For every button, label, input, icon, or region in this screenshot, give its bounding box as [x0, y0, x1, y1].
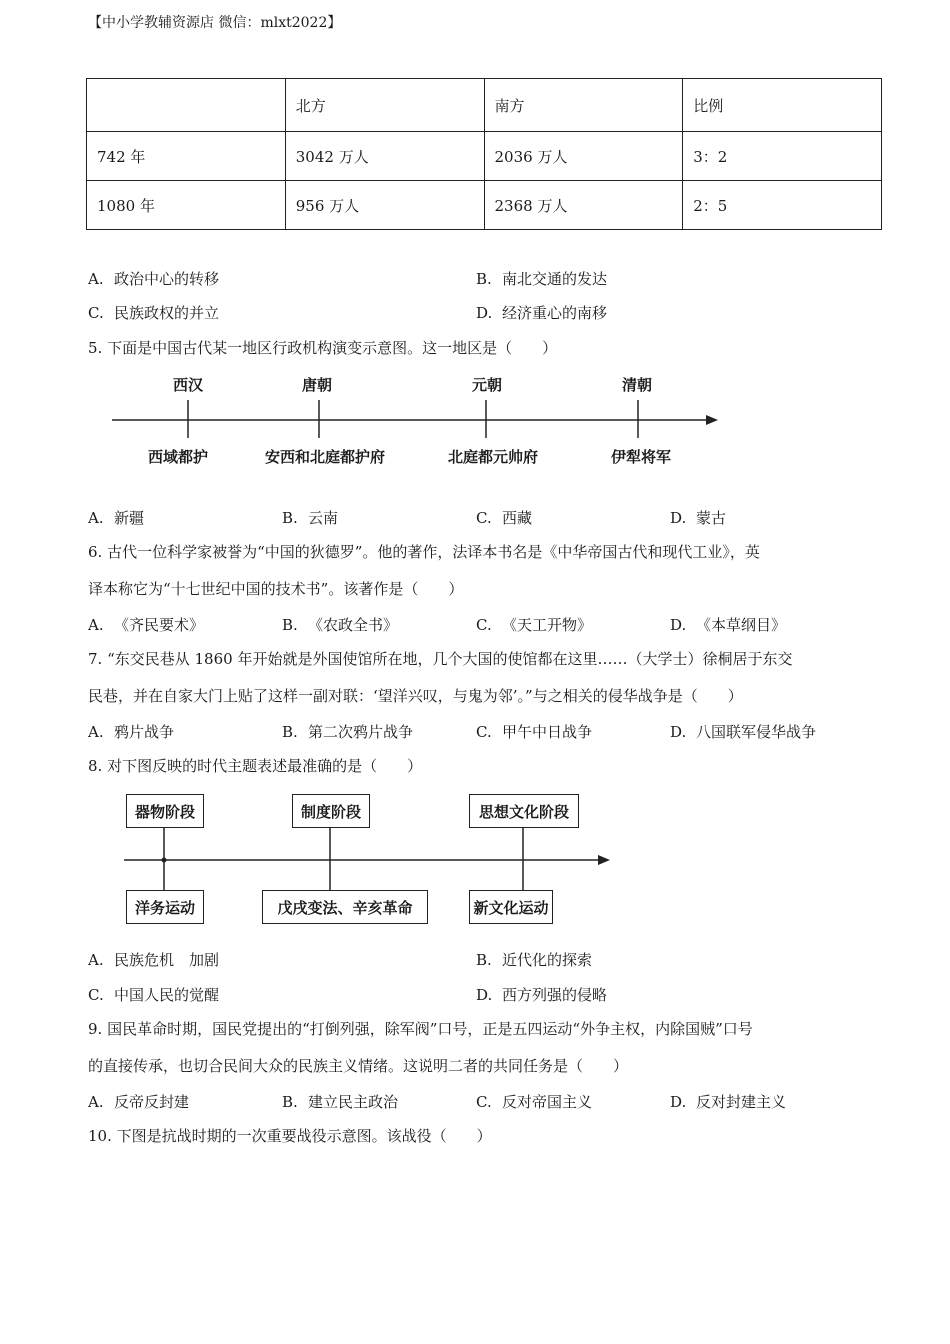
- q6-option-a[interactable]: [88, 614, 204, 635]
- diagram-node: [162, 858, 167, 863]
- stage-box-institutions: 制度阶段: [292, 794, 370, 828]
- q4-option-d[interactable]: [476, 302, 607, 323]
- option-text: 新疆: [114, 509, 145, 527]
- table-header-row: [87, 79, 882, 132]
- option-text: 《农政全书》: [308, 616, 399, 634]
- event-box-new-culture: 新文化运动: [469, 890, 553, 924]
- timeline-era-label: 清朝: [622, 376, 653, 394]
- option-letter: C.: [88, 986, 104, 1004]
- table-header-cell: 南方: [484, 79, 683, 132]
- q9-stem-line2: 的直接传承，也切合民间大众的民族主义情绪。这说明二者的共同任务是（ ）: [88, 1057, 629, 1075]
- q10-stem: 10. 下图是抗战时期的一次重要战役示意图。该战役（ ）: [88, 1127, 492, 1145]
- diagram-arrow-icon: [598, 855, 610, 865]
- option-letter: A.: [88, 270, 104, 288]
- option-letter: C.: [476, 1093, 492, 1111]
- option-text: 反帝反封建: [114, 1093, 190, 1111]
- option-letter: B.: [282, 616, 298, 634]
- q7-option-b[interactable]: [282, 721, 413, 742]
- option-text: 民族危机 加剧: [114, 951, 220, 969]
- timeline-era-label: 西汉: [173, 376, 204, 394]
- option-letter: C.: [476, 616, 492, 634]
- stage-box-objects: 器物阶段: [126, 794, 204, 828]
- q4-option-c[interactable]: [88, 302, 219, 323]
- option-text: 西方列强的侵略: [502, 986, 608, 1004]
- option-text: 《天工开物》: [502, 616, 593, 634]
- q5-option-c[interactable]: [476, 507, 532, 528]
- q7-stem-line2: 民巷，并在自家大门上贴了这样一副对联：‘望洋兴叹，与鬼为邻’。”与之相关的侵华战争是（ ）: [88, 687, 743, 705]
- option-text: 近代化的探索: [502, 951, 593, 969]
- option-letter: D.: [670, 616, 687, 634]
- q7-option-d[interactable]: [670, 721, 816, 742]
- option-text: 西藏: [502, 509, 533, 527]
- timeline-institution-label: 安西和北庭都护府: [265, 448, 386, 466]
- option-letter: A.: [88, 723, 104, 741]
- q7-option-a[interactable]: [88, 721, 174, 742]
- q6-option-c[interactable]: [476, 614, 592, 635]
- option-letter: A.: [88, 951, 104, 969]
- option-letter: B.: [282, 509, 298, 527]
- option-letter: D.: [670, 1093, 687, 1111]
- table-cell: 2036 万人: [484, 132, 683, 181]
- option-text: 中国人民的觉醒: [114, 986, 220, 1004]
- event-box-westernization: 洋务运动: [126, 890, 204, 924]
- q7-stem-line1: 7. “东交民巷从 1860 年开始就是外国使馆所在地，几个大国的使馆都在这里……（大学士）徐桐居于东交: [88, 650, 793, 668]
- q9-option-a[interactable]: [88, 1091, 189, 1112]
- option-text: 甲午中日战争: [502, 723, 593, 741]
- table-cell: 2368 万人: [484, 181, 683, 230]
- table-cell: 742 年: [87, 132, 286, 181]
- population-table: [86, 78, 882, 230]
- option-letter: B.: [476, 951, 492, 969]
- q5-stem: 5. 下面是中国古代某一地区行政机构演变示意图。这一地区是（ ）: [88, 339, 558, 357]
- option-letter: D.: [476, 986, 493, 1004]
- option-text: 八国联军侵华战争: [696, 723, 817, 741]
- option-text: 建立民主政治: [308, 1093, 399, 1111]
- table-cell: 1080 年: [87, 181, 286, 230]
- q8-option-d[interactable]: [476, 984, 607, 1005]
- table-row: [87, 132, 882, 181]
- timeline-era-label: 唐朝: [302, 376, 333, 394]
- timeline-institution-label: 伊犁将军: [611, 448, 672, 466]
- table-header-cell: 比例: [683, 79, 882, 132]
- q6-option-b[interactable]: [282, 614, 398, 635]
- option-text: 反对封建主义: [696, 1093, 787, 1111]
- option-text: 蒙古: [696, 509, 727, 527]
- option-text: 民族政权的并立: [114, 304, 220, 322]
- option-text: 第二次鸦片战争: [308, 723, 414, 741]
- option-text: 反对帝国主义: [502, 1093, 593, 1111]
- q6-stem-line2: 译本称它为“十七世纪中国的技术书”。该著作是（ ）: [88, 580, 464, 598]
- q5-option-a[interactable]: [88, 507, 144, 528]
- stage-box-culture: 思想文化阶段: [469, 794, 579, 828]
- option-text: 南北交通的发达: [502, 270, 608, 288]
- timeline-institution-label: 西域都护: [148, 448, 209, 466]
- table-cell: 3：2: [683, 132, 882, 181]
- timeline-institution-label: 北庭都元帅府: [448, 448, 539, 466]
- q8-stem: 8. 对下图反映的时代主题表述最准确的是（ ）: [88, 757, 423, 775]
- q4-option-a[interactable]: [88, 268, 219, 289]
- option-letter: D.: [670, 723, 687, 741]
- q9-stem-line1: 9. 国民革命时期，国民党提出的“打倒列强，除军阀”口号，正是五四运动“外争主权，内除国贼”口号: [88, 1020, 753, 1038]
- q4-option-b[interactable]: [476, 268, 607, 289]
- option-letter: B.: [282, 723, 298, 741]
- option-text: 经济重心的南移: [502, 304, 608, 322]
- table-header-cell: [87, 79, 286, 132]
- q9-option-c[interactable]: [476, 1091, 592, 1112]
- event-box-reform-revolution: 戊戌变法、辛亥革命: [262, 890, 428, 924]
- table-cell: 2：5: [683, 181, 882, 230]
- q8-option-b[interactable]: [476, 949, 592, 970]
- table-header-cell: 北方: [285, 79, 484, 132]
- table-cell: 3042 万人: [285, 132, 484, 181]
- timeline-era-label: 元朝: [472, 376, 503, 394]
- q8-option-a[interactable]: [88, 949, 219, 970]
- page-header: 【中小学教辅资源店 微信：mlxt2022】: [88, 15, 342, 31]
- q9-option-b[interactable]: [282, 1091, 398, 1112]
- table-cell: 956 万人: [285, 181, 484, 230]
- option-letter: C.: [476, 509, 492, 527]
- q7-option-c[interactable]: [476, 721, 592, 742]
- option-text: 鸦片战争: [114, 723, 175, 741]
- q6-option-d[interactable]: [670, 614, 786, 635]
- q6-stem-line1: 6. 古代一位科学家被誉为“中国的狄德罗”。他的著作，法译本书名是《中华帝国古代和现代工业》，英: [88, 543, 760, 561]
- option-letter: D.: [476, 304, 493, 322]
- q5-option-d[interactable]: [670, 507, 726, 528]
- table-row: [87, 181, 882, 230]
- option-letter: D.: [670, 509, 687, 527]
- q8-option-c[interactable]: [88, 984, 219, 1005]
- option-text: 云南: [308, 509, 339, 527]
- option-text: 《本草纲目》: [696, 616, 787, 634]
- option-letter: C.: [88, 304, 104, 322]
- option-letter: A.: [88, 509, 104, 527]
- q5-option-b[interactable]: [282, 507, 338, 528]
- option-letter: B.: [476, 270, 492, 288]
- timeline-arrow-icon: [706, 415, 718, 425]
- option-letter: C.: [476, 723, 492, 741]
- option-text: 《齐民要术》: [114, 616, 205, 634]
- q9-option-d[interactable]: [670, 1091, 786, 1112]
- option-letter: A.: [88, 616, 104, 634]
- option-letter: A.: [88, 1093, 104, 1111]
- option-text: 政治中心的转移: [114, 270, 220, 288]
- option-letter: B.: [282, 1093, 298, 1111]
